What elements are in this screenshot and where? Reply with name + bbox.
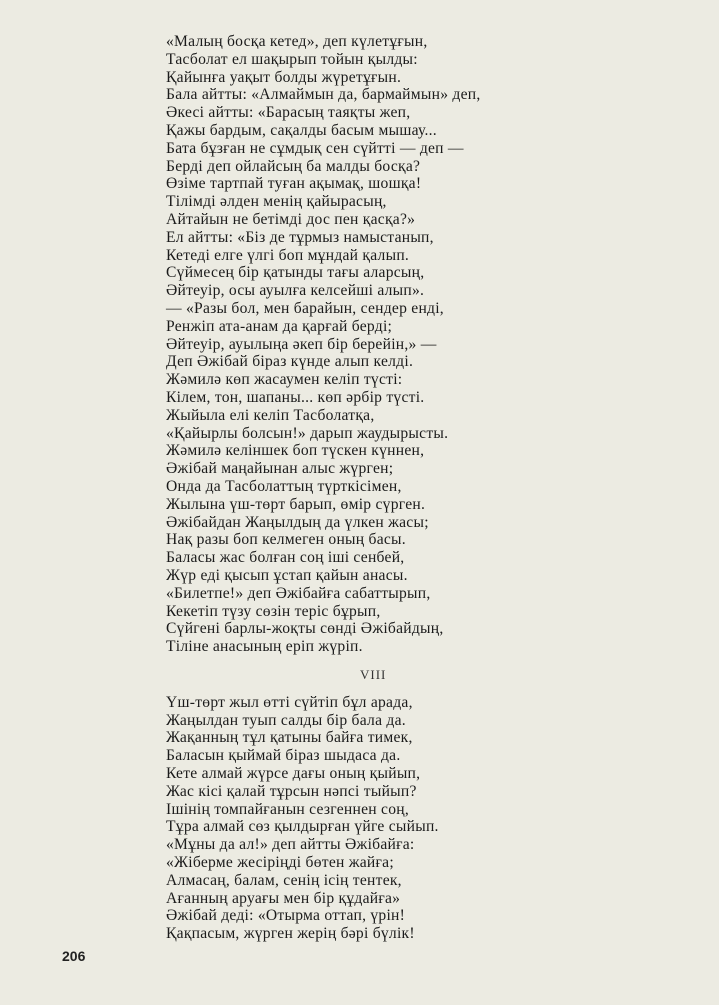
poem-line: Кете алмай жүрсе дағы оның қыйып, bbox=[166, 765, 421, 783]
poem-line: Ішінің томпайғанын сезгеннен соң, bbox=[166, 800, 409, 818]
poem-line: «Мұны да ал!» деп айтты Әжібайға: bbox=[166, 836, 415, 854]
page-number: 206 bbox=[62, 948, 86, 964]
poem-line: «Малың босқа кетед», деп күлетұғын, bbox=[166, 33, 428, 50]
poem-line: Әжібайдан Жаңылдың да үлкен жасы; bbox=[166, 513, 429, 531]
poem-line: — «Разы бол, мен барайын, сендер енді, bbox=[166, 299, 444, 317]
poem-line: Сүйгені барлы-жоқты сөнді Әжібайдың, bbox=[166, 620, 444, 638]
poem-line: Алмасаң, балам, сенің ісің тентек, bbox=[166, 871, 402, 889]
poem-line: Жас кісі қалай тұрсын нәпсі тыйып? bbox=[166, 782, 417, 800]
poem-line: Бата бұзған не сұмдық сен сүйтті — деп — bbox=[166, 139, 464, 157]
poem-line: Айтайын не бетімді дос пен қасқа?» bbox=[166, 210, 416, 228]
poem-line: Үш-төрт жыл өтті сүйтіп бұл арада, bbox=[166, 693, 413, 711]
poem-line: Әжібай деді: «Отырма оттап, үрін! bbox=[166, 907, 406, 925]
poem-line: Баласы жас болған соң іші сенбей, bbox=[166, 549, 405, 567]
poem-line: Нақ разы боп келмеген оның басы. bbox=[166, 531, 406, 549]
poem-line: Кекетіп түзу сөзін теріс бұрып, bbox=[166, 602, 381, 620]
poem-line: Тіліне анасының еріп жүріп. bbox=[166, 638, 363, 656]
poem-line: Әжібай маңайынан алыс жүрген; bbox=[166, 460, 394, 478]
stanza bbox=[166, 33, 686, 656]
poem-line: Жыйыла елі келіп Тасболатқа, bbox=[166, 406, 375, 424]
poem-line: Кілем, тон, шапаны... көп әрбір түсті. bbox=[166, 388, 425, 406]
poem-line: Берді деп ойлайсың ба малды босқа? bbox=[166, 157, 421, 175]
poem-line: Тұра алмай сөз қылдырған үйге сыйып. bbox=[166, 818, 439, 836]
poem-line: Қайынға уақыт болды жүретұғын. bbox=[166, 68, 402, 86]
poem-line: Жүр еді қысып ұстап қайын анасы. bbox=[166, 566, 408, 584]
poem-line: «Қайырлы болсын!» дарып жаудырысты. bbox=[166, 424, 449, 442]
poem-line: Әйтеуір, осы ауылға келсейші алып». bbox=[166, 282, 425, 300]
poem-line: Өзіме тартпай туған ақымақ, шошқа! bbox=[166, 175, 422, 193]
poem-line: Ағанның аруағы мен бір құдайға» bbox=[166, 889, 401, 907]
poem-line: Ренжіп ата-анам да қарғай берді; bbox=[166, 317, 393, 335]
poem-line: Қақпасым, жүрген жерің бәрі бүлік! bbox=[166, 925, 415, 943]
poem-line: «Жіберме жесіріңді бөтен жайға; bbox=[166, 854, 394, 872]
poem-line: Әйтеуір, ауылыңа әкеп бір берейін,» — bbox=[166, 335, 437, 353]
poem-line: Онда да Тасболаттың түрткісімен, bbox=[166, 477, 402, 495]
poem-line: Жәмилә көп жасаумен келіп түсті: bbox=[166, 371, 403, 389]
poem-line: «Билетпе!» деп Әжібайға сабаттырып, bbox=[166, 584, 431, 602]
poem-text bbox=[166, 33, 686, 943]
poem-line: Қажы бардым, сақалды басым мышау... bbox=[166, 121, 437, 139]
poem-line: Жақанның тұл қатыны байға тимек, bbox=[166, 729, 413, 747]
poem-line: Жылына үш-төрт барып, өмір сүрген. bbox=[166, 495, 426, 513]
section-heading: VIII bbox=[360, 666, 387, 682]
poem-line: Бала айтты: «Алмаймын да, бармаймын» деп, bbox=[166, 86, 481, 104]
poem-line: Жәмилә келіншек боп түскен күннен, bbox=[166, 442, 425, 460]
poem-line: Деп Әжібай біраз күнде алып келді. bbox=[166, 353, 414, 371]
poem-line: Баласын қыймай біраз шыдаса да. bbox=[166, 747, 401, 765]
poem-line: Кетеді елге үлгі боп мұндай қалып. bbox=[166, 246, 410, 264]
poem-line: Сүймесең бір қатынды тағы аларсың, bbox=[166, 264, 425, 282]
stanza bbox=[166, 694, 686, 943]
poem-line: Ел айтты: «Біз де тұрмыз намыстанып, bbox=[166, 228, 434, 246]
poem-line: Жаңылдан туып салды бір бала да. bbox=[166, 711, 406, 729]
poem-line: Тілімді әлден менің қайырасың, bbox=[166, 193, 387, 211]
poem-line: Әкесі айтты: «Барасың таяқты жеп, bbox=[166, 104, 411, 122]
poem-line: Тасболат ел шақырып тойын қылды: bbox=[166, 50, 418, 68]
